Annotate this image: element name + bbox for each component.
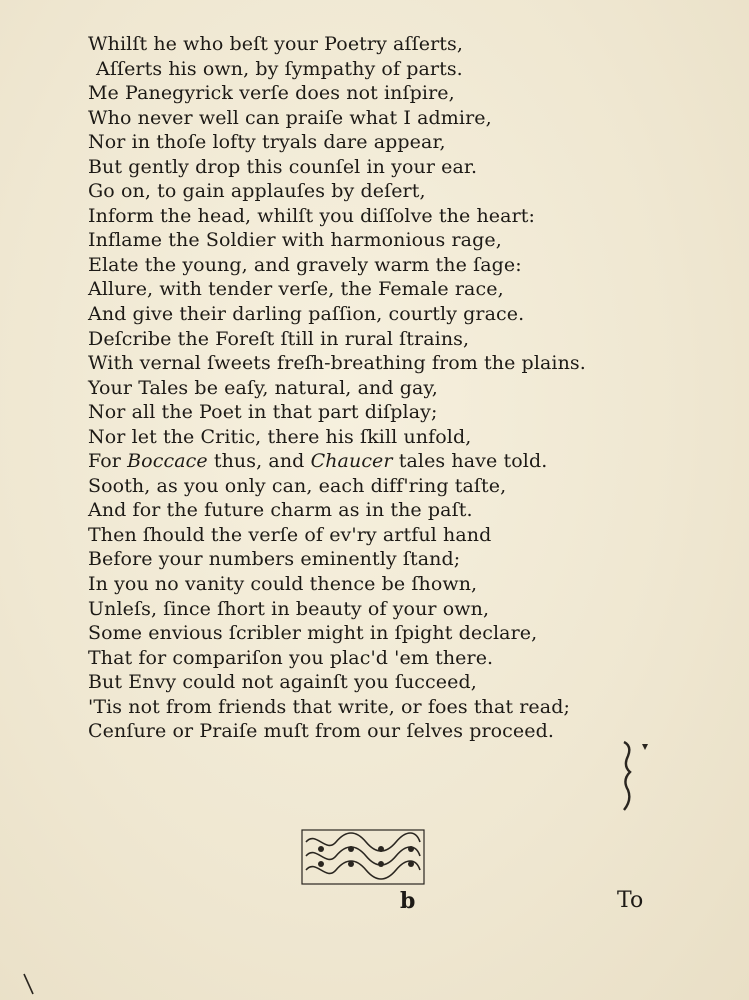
poem-line: Aſſerts his own, by ſympathy of parts. — [96, 57, 463, 80]
italic-name: Chaucer — [310, 450, 393, 473]
poem-line: That for compariſon you plac'd 'em there. — [88, 646, 494, 669]
poem-line: Elate the young, and gravely warm the ſage: — [88, 253, 522, 276]
poem-line: Whilſt he who beſt your Poetry aſſerts, — [88, 33, 464, 55]
printers-ornament-icon — [300, 828, 426, 886]
poem-line: Some envious ſcribler might in ſpight declare, — [88, 622, 538, 645]
poem-line: And for the future charm as in the paſt. — [88, 499, 473, 522]
poem-line: Sooth, as you only can, each diff'ring taſte, — [88, 474, 507, 497]
poem-line: Then ſhould the verſe of ev'ry artful hand — [88, 523, 492, 546]
poem-line: Who never well can praiſe what I admire, — [88, 106, 492, 129]
poem-line: Deſcribe the Foreſt ſtill in rural ſtrains, — [88, 327, 470, 350]
poem-line: And give their darling paſſion, courtly grace. — [88, 303, 525, 326]
poem-line: For Boccace thus, and Chaucer tales have told. — [88, 450, 548, 473]
poem-line: Go on, to gain applauſes by deſert, — [88, 180, 426, 203]
bracket-mark-icon — [618, 738, 658, 818]
signature-mark: b — [400, 888, 416, 914]
poem-line: Nor in thoſe lofty tryals dare appear, — [88, 131, 446, 154]
poem-line: Allure, with tender verſe, the Female race, — [88, 278, 504, 301]
poem-line: Your Tales be eaſy, natural, and gay, — [88, 376, 438, 399]
poem-line: In you no vanity could thence be ſhown, — [88, 573, 478, 596]
poem-line: Before your numbers eminently ſtand; — [88, 548, 461, 571]
poem-body — [88, 32, 688, 744]
poem-line: Inform the head, whilſt you diſſolve the heart: — [88, 204, 535, 227]
poem-line: 'Tis not from friends that write, or foes that read; — [88, 695, 570, 718]
italic-name: Boccace — [127, 450, 208, 473]
poem-line: With vernal ſweets freſh-breathing from the plains. — [88, 352, 586, 375]
poem-line: Inflame the Soldier with harmonious rage, — [88, 229, 502, 252]
poem-line: Cenſure or Praiſe muſt from our ſelves proceed. — [88, 720, 555, 743]
page-edge-mark-icon — [22, 972, 36, 996]
poem-line: Me Panegyrick verſe does not inſpire, — [88, 82, 455, 105]
poem-line: Nor let the Critic, there his ſkill unfold, — [88, 425, 472, 448]
poem-line: But Envy could not againſt you ſucceed, — [88, 671, 477, 694]
poem-line: Nor all the Poet in that part diſplay; — [88, 401, 438, 424]
poem-line: But gently drop this counſel in your ear. — [88, 155, 478, 178]
catchword: To — [617, 888, 644, 913]
poem-line: Unleſs, ſince ſhort in beauty of your own, — [88, 597, 490, 620]
